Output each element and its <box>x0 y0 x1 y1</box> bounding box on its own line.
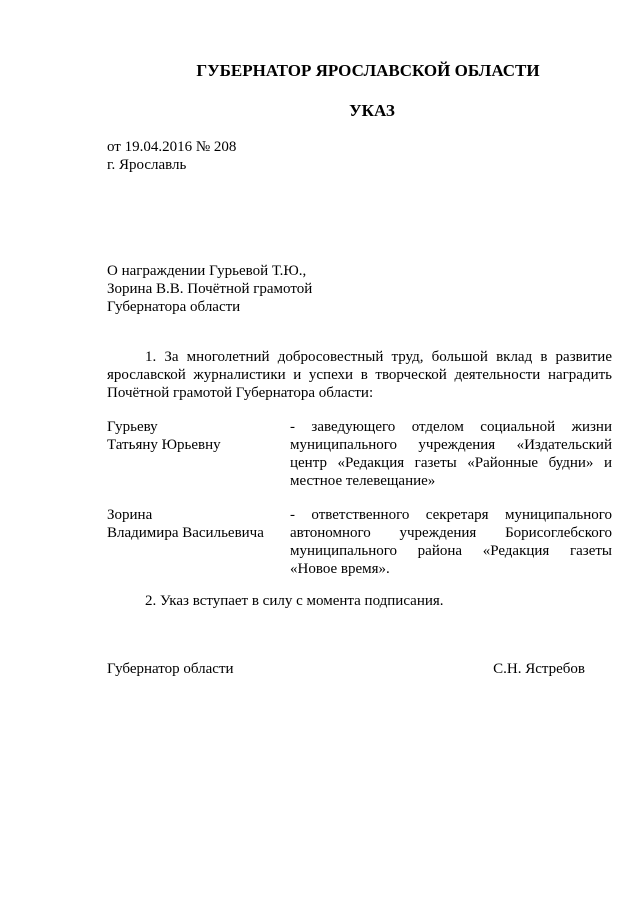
subject-line: Зорина В.В. Почётной грамотой <box>107 281 313 297</box>
document-city: г. Ярославль <box>107 157 187 173</box>
subject-line: Губернатора области <box>107 299 241 315</box>
awardee-surname: Гурьеву <box>107 419 158 435</box>
awardee-description: - ответственного секретаря муниципального автономного учреждения Борисоглебского муниципального района «Редакция газеты «Новое время». <box>290 507 612 577</box>
issuer-heading: ГУБЕРНАТОР ЯРОСЛАВСКОЙ ОБЛАСТИ <box>196 61 540 80</box>
paragraph-1-text: 1. За многолетний добросовестный труд, большой вклад в развитие ярославской журналистики и успехи в творческой деятельности наградить Почётной грамотой Губернатора области: <box>107 349 612 401</box>
awardee-given-names: Владимира Васильевича <box>107 525 264 541</box>
paragraph-2: 2. Указ вступает в силу с момента подписания. <box>145 593 444 609</box>
subject-line: О награждении Гурьевой Т.Ю., <box>107 263 307 279</box>
awardee-name <box>107 418 287 454</box>
document-date-number: от 19.04.2016 № 208 <box>107 139 237 155</box>
awardee-surname: Зорина <box>107 507 153 523</box>
awardee-name <box>107 506 287 542</box>
signatory-name: С.Н. Ястребов <box>493 661 585 677</box>
document-type-heading: УКАЗ <box>349 101 395 120</box>
awardee-given-names: Татьяну Юрьевну <box>107 437 221 453</box>
paragraph-1 <box>107 348 612 402</box>
awardee-description: - заведующего отделом социальной жизни муниципального учреждения «Издательский центр «Редакция газеты «Районные будни» и местное телевещание» <box>290 419 612 489</box>
document-subject <box>107 262 312 316</box>
signatory-position: Губернатор области <box>107 661 234 677</box>
